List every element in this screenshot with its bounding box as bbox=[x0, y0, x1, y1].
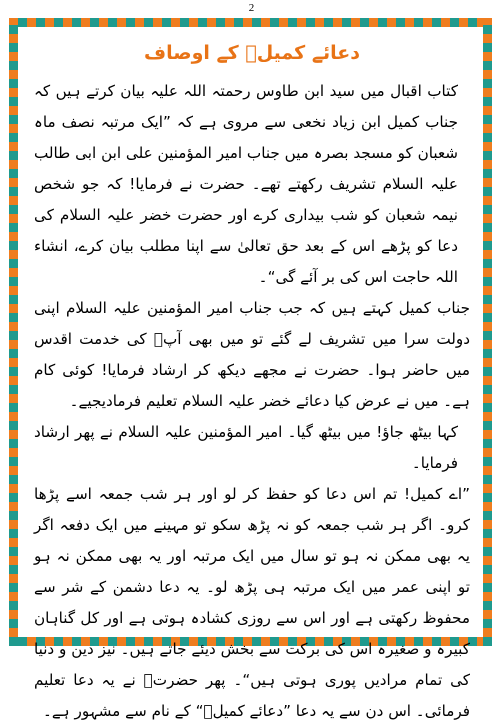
decorative-border-left bbox=[9, 18, 18, 646]
paragraph-1: کتاب اقبال میں سید ابن طاوس رحمتہ اللہ علیہ بیان کرتے ہیں کہ جناب کمیل ابن زیاد نخعی سے مروی ہے کہ ”ایک مرتبہ نصف ماہ شعبان کو مسجد بصرہ میں جناب امیر المؤمنین علی ابن ابی طالب علیہ السلام تشریف رکھتے تھے۔ حضرت نے فرمایا! کہ جو شخص نیمہ شعبان کو شب بیداری کرے اور حضرت خضر علیہ السلام کی دعا کو پڑھے اس کے بعد حق تعالیٰ سے اپنا مطلب بیان کرے، انشاء اللہ حاجت اس کی بر آئے گی“۔ bbox=[34, 82, 458, 286]
paragraph-4: ”اے کمیل! تم اس دعا کو حفظ کر لو اور ہر شب جمعہ اسے پڑھا کرو۔ اگر ہر شب جمعہ کو نہ پڑھ سکو تو مہینے میں ایک دفعہ اگر یہ بھی ممکن نہ ہو تو سال میں ایک مرتبہ اور یہ بھی ممکن نہ ہو تو اپنی عمر میں ایک مرتبہ ہی پڑھ لو۔ یہ دعا دشمن کے شر سے محفوظ رکھتی ہے اور اس سے روزی کشادہ ہوتی ہے اور کل گناہان کبیرہ و صغیرہ اس کی برکت سے بخش دیئے جاتے ہیں۔ نیز دین و دنیا کی تمام مرادیں پوری ہوتی ہیں“۔ پھر حضرتؑ نے یہ دعا تعلیم فرمائی۔ اس دن سے یہ دعا ”دعائے کمیلؔ“ کے نام سے مشہور ہے۔ bbox=[34, 485, 470, 720]
page-title: دعائے کمیلؔ کے اوصاف bbox=[144, 42, 360, 64]
document-content bbox=[34, 32, 470, 727]
decorative-border-top bbox=[9, 18, 492, 27]
decorative-border-right bbox=[483, 18, 492, 646]
paragraph-2: جناب کمیل کہتے ہیں کہ جب جناب امیر المؤمنین علیہ السلام اپنی دولت سرا میں تشریف لے گئے تو میں بھی آپؑ کی خدمت اقدس میں حاضر ہوا۔ حضرت نے مجھے دیکھ کر ارشاد فرمایا! کوئی کام ہے۔ میں نے عرض کیا دعائے خضر علیہ السلام تعلیم فرمادیجیے۔ bbox=[34, 299, 470, 410]
paragraph-3: کہا بیٹھ جاؤ! میں بیٹھ گیا۔ امیر المؤمنین علیہ السلام نے پھر ارشاد فرمایا۔ bbox=[34, 423, 458, 472]
page-number: 2 bbox=[248, 2, 255, 14]
